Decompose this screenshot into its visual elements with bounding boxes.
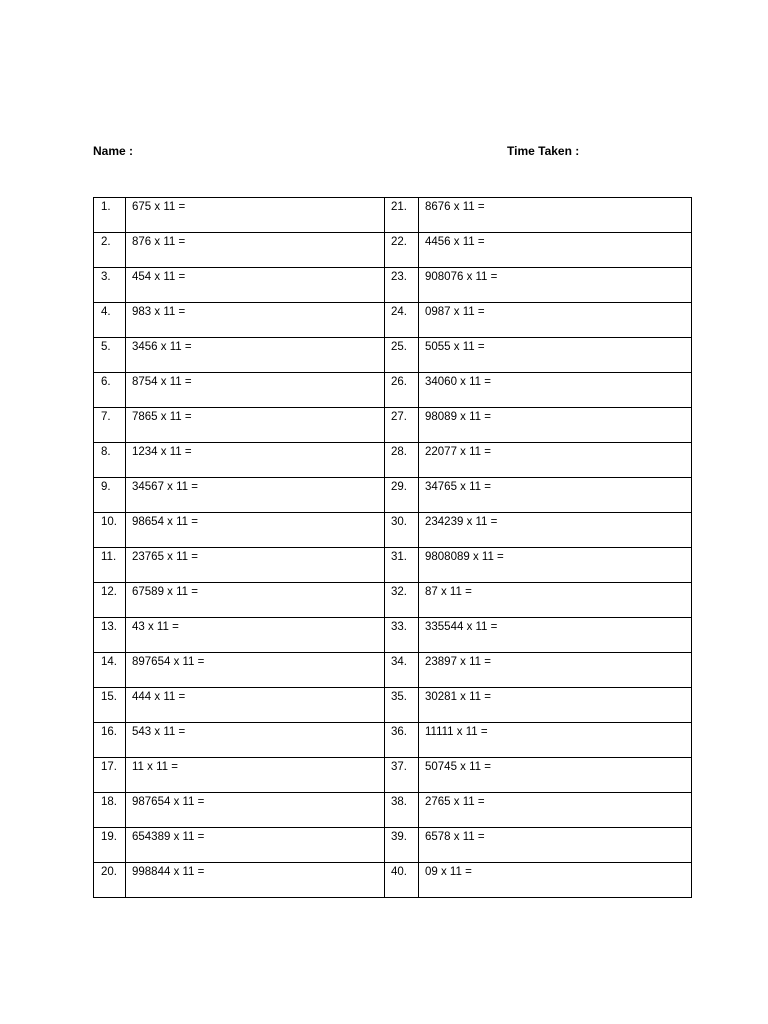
table-row [94,863,692,898]
problem-number-left: 3. [94,268,126,303]
problem-number-right: 25. [385,338,419,373]
problem-left: 897654 x 11 = [126,653,385,688]
problem-number-left: 15. [94,688,126,723]
problem-number-left: 17. [94,758,126,793]
problem-number-right: 30. [385,513,419,548]
problem-right: 335544 x 11 = [419,618,692,653]
problem-number-right: 29. [385,478,419,513]
table-row [94,303,692,338]
problem-left: 43 x 11 = [126,618,385,653]
problem-right: 4456 x 11 = [419,233,692,268]
problem-right: 2765 x 11 = [419,793,692,828]
problem-number-right: 26. [385,373,419,408]
problem-number-right: 22. [385,233,419,268]
problem-left: 67589 x 11 = [126,583,385,618]
table-row [94,478,692,513]
problem-number-left: 12. [94,583,126,618]
problem-number-right: 32. [385,583,419,618]
problem-number-left: 13. [94,618,126,653]
table-row [94,408,692,443]
table-row [94,828,692,863]
table-row [94,688,692,723]
problem-number-right: 28. [385,443,419,478]
problem-number-right: 31. [385,548,419,583]
problem-number-right: 34. [385,653,419,688]
problem-number-left: 14. [94,653,126,688]
problem-number-right: 23. [385,268,419,303]
problem-left: 8754 x 11 = [126,373,385,408]
table-row [94,723,692,758]
problem-right: 6578 x 11 = [419,828,692,863]
problem-table-body [94,198,692,898]
problem-table [93,197,692,898]
problem-number-right: 27. [385,408,419,443]
problem-right: 30281 x 11 = [419,688,692,723]
problem-number-right: 21. [385,198,419,233]
problem-number-left: 19. [94,828,126,863]
problem-left: 3456 x 11 = [126,338,385,373]
problem-right: 8676 x 11 = [419,198,692,233]
problem-left: 987654 x 11 = [126,793,385,828]
table-row [94,758,692,793]
problem-number-left: 16. [94,723,126,758]
problem-number-left: 6. [94,373,126,408]
table-row [94,513,692,548]
problem-left: 543 x 11 = [126,723,385,758]
problem-left: 998844 x 11 = [126,863,385,898]
problem-number-left: 7. [94,408,126,443]
table-row [94,443,692,478]
problem-number-left: 9. [94,478,126,513]
problem-number-left: 2. [94,233,126,268]
table-row [94,198,692,233]
problem-number-left: 4. [94,303,126,338]
table-row [94,233,692,268]
problem-right: 50745 x 11 = [419,758,692,793]
table-row [94,268,692,303]
problem-left: 983 x 11 = [126,303,385,338]
problem-number-right: 24. [385,303,419,338]
problem-number-left: 10. [94,513,126,548]
problem-right: 87 x 11 = [419,583,692,618]
problem-left: 23765 x 11 = [126,548,385,583]
table-row [94,373,692,408]
table-row [94,338,692,373]
problem-left: 675 x 11 = [126,198,385,233]
problem-left: 7865 x 11 = [126,408,385,443]
problem-number-right: 40. [385,863,419,898]
problem-left: 1234 x 11 = [126,443,385,478]
problem-left: 98654 x 11 = [126,513,385,548]
table-row [94,583,692,618]
problem-right: 11111 x 11 = [419,723,692,758]
problem-number-left: 5. [94,338,126,373]
problem-left: 34567 x 11 = [126,478,385,513]
problem-right: 98089 x 11 = [419,408,692,443]
problem-number-right: 38. [385,793,419,828]
problem-left: 654389 x 11 = [126,828,385,863]
problem-right: 5055 x 11 = [419,338,692,373]
table-row [94,793,692,828]
problem-number-left: 8. [94,443,126,478]
problem-right: 9808089 x 11 = [419,548,692,583]
time-taken-label: Time Taken : [507,144,580,158]
problem-left: 454 x 11 = [126,268,385,303]
problem-left: 876 x 11 = [126,233,385,268]
problem-number-left: 1. [94,198,126,233]
problem-right: 34060 x 11 = [419,373,692,408]
problem-number-left: 20. [94,863,126,898]
problem-right: 908076 x 11 = [419,268,692,303]
problem-number-left: 11. [94,548,126,583]
problem-right: 22077 x 11 = [419,443,692,478]
problem-right: 234239 x 11 = [419,513,692,548]
table-row [94,548,692,583]
problem-number-left: 18. [94,793,126,828]
problem-right: 23897 x 11 = [419,653,692,688]
problem-left: 444 x 11 = [126,688,385,723]
problem-left: 11 x 11 = [126,758,385,793]
problem-number-right: 33. [385,618,419,653]
problem-number-right: 37. [385,758,419,793]
problem-right: 09 x 11 = [419,863,692,898]
problem-number-right: 35. [385,688,419,723]
problem-right: 34765 x 11 = [419,478,692,513]
problem-right: 0987 x 11 = [419,303,692,338]
problem-number-right: 36. [385,723,419,758]
name-label: Name : [93,144,134,158]
table-row [94,653,692,688]
problem-number-right: 39. [385,828,419,863]
table-row [94,618,692,653]
